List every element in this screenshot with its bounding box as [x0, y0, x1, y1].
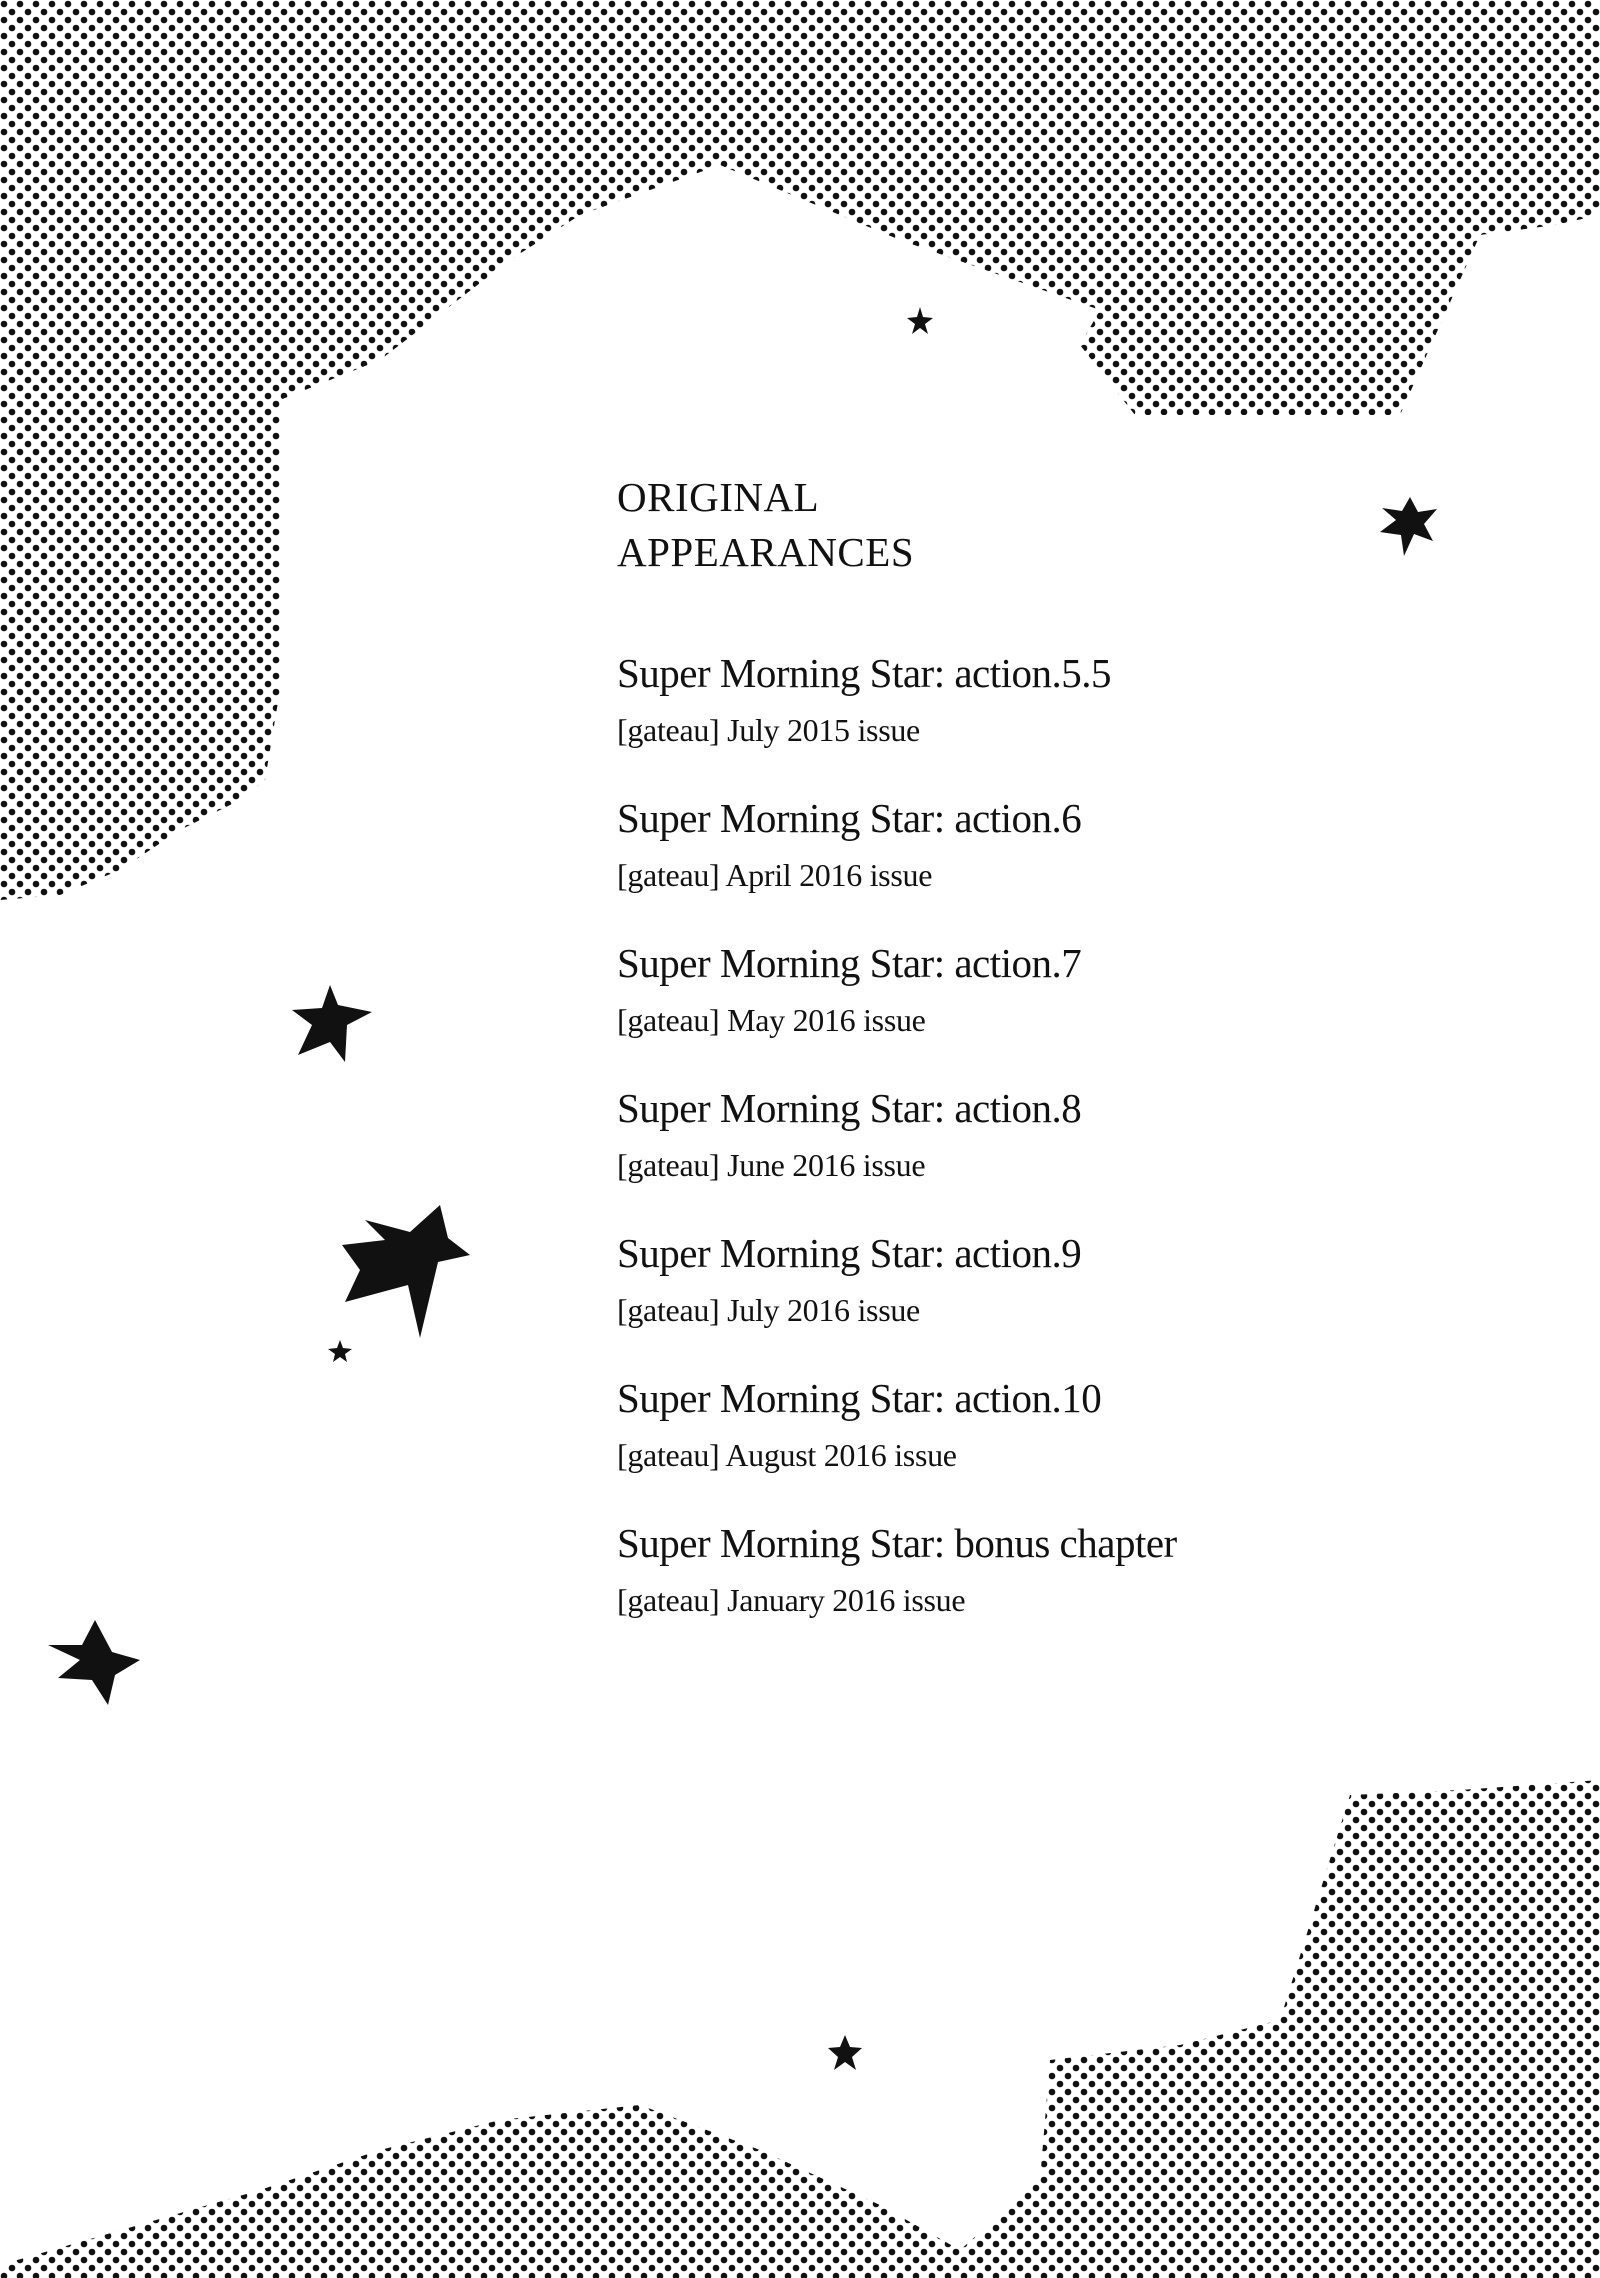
publication-source: [gateau] May 2016 issue	[617, 1002, 926, 1038]
appearance-entry	[617, 1373, 1377, 1478]
publication-source: [gateau] June 2016 issue	[617, 1147, 926, 1183]
star-icon	[292, 985, 372, 1062]
publication-source: [gateau] July 2016 issue	[617, 1292, 920, 1328]
appearance-entry	[617, 1228, 1377, 1333]
star-icon	[342, 1205, 470, 1338]
publication-source: [gateau] July 2015 issue	[617, 712, 920, 748]
chapter-title: Super Morning Star: action.6	[617, 795, 1082, 841]
star-icon	[907, 307, 933, 334]
star-icon	[1380, 497, 1437, 556]
chapter-title: Super Morning Star: action.10	[617, 1375, 1102, 1421]
appearance-entry	[617, 938, 1377, 1043]
original-appearances-section	[617, 470, 1377, 1663]
chapter-title: Super Morning Star: action.8	[617, 1085, 1082, 1131]
chapter-title: Super Morning Star: bonus chapter	[617, 1520, 1177, 1566]
appearance-entry	[617, 648, 1377, 753]
chapter-title: Super Morning Star: action.5.5	[617, 650, 1112, 696]
appearance-entry	[617, 1518, 1377, 1623]
publication-source: [gateau] August 2016 issue	[617, 1437, 957, 1473]
chapter-title: Super Morning Star: action.9	[617, 1230, 1082, 1276]
page-heading: ORIGINAL APPEARANCES	[617, 474, 915, 575]
chapter-title: Super Morning Star: action.7	[617, 940, 1082, 986]
appearance-entry	[617, 793, 1377, 898]
publication-source: [gateau] January 2016 issue	[617, 1582, 966, 1618]
star-icon	[328, 1340, 352, 1362]
star-icon	[828, 2035, 862, 2070]
star-icon	[48, 1620, 140, 1705]
appearance-entry	[617, 1083, 1377, 1188]
halftone-dot-pattern-bottom	[0, 1780, 1600, 2278]
publication-source: [gateau] April 2016 issue	[617, 857, 933, 893]
